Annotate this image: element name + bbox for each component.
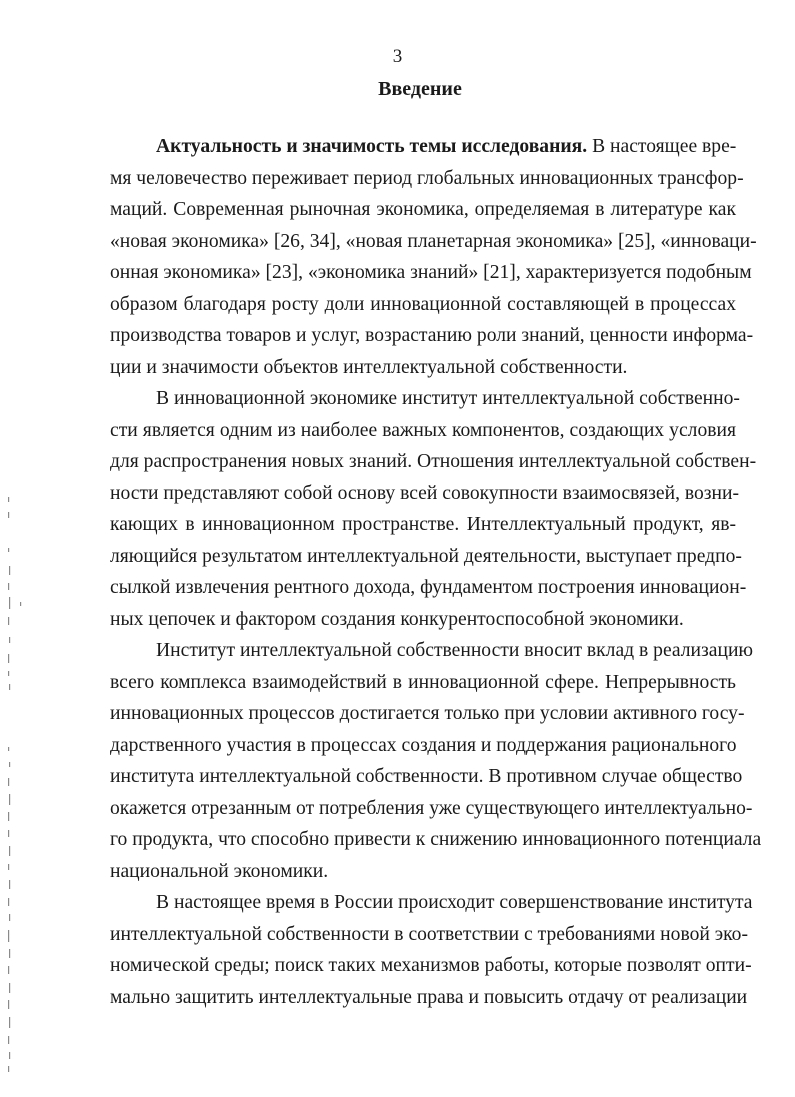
line-text: сылкой извлечения рентного дохода, фундаментом построения инновацион- — [110, 577, 747, 598]
text-line — [110, 541, 742, 573]
text-line — [110, 572, 747, 604]
scan-edge-marks — [0, 0, 30, 1097]
text-line — [110, 131, 736, 163]
text-line — [110, 887, 753, 919]
text-line — [110, 919, 749, 951]
line-text: окажется отрезанным от потребления уже существующего интеллектуально- — [110, 797, 753, 819]
line-text: инновационных процессов достигается только при условии активного госу- — [110, 703, 745, 724]
line-text: производства товаров и услуг, возрастанию роли знаний, ценности информа- — [110, 325, 754, 346]
text-line — [110, 856, 736, 888]
text-line — [110, 383, 740, 415]
line-text: ляющийся результатом интеллектуальной деятельности, выступает предпо- — [110, 545, 742, 567]
page-number: 3 — [392, 46, 403, 67]
section-heading: Введение — [378, 78, 462, 100]
text-line — [110, 761, 743, 793]
text-line — [110, 730, 736, 762]
line-text: В настоящее вре- — [587, 136, 737, 157]
line-text: всего комплекса взаимодействий в инновационной сфере. Непрерывность — [110, 671, 736, 693]
line-text: института интеллектуальной собственности. В противном случае общество — [110, 766, 743, 787]
line-text: «новая экономика» [26, 34], «новая планетарная экономика» [25], «инноваци- — [110, 230, 757, 252]
line-text: маций. Современная рыночная экономика, определяемая в литературе как — [110, 199, 736, 220]
line-text: ции и значимости объектов интеллектуальной собственности. — [110, 356, 628, 378]
paragraph — [110, 635, 762, 887]
line-text: В настоящее время в России происходит совершенствование института — [156, 892, 753, 913]
line-text: образом благодаря росту доли инновационной составляющей в процессах — [110, 293, 736, 315]
line-text: мя человечество переживает период глобальных инновационных трансфор- — [110, 167, 744, 189]
line-text: ности представляют собой основу всей совокупности взаимосвязей, возни- — [110, 482, 740, 504]
line-text: мально защитить интеллектуальные права и повысить отдачу от реализации — [110, 986, 748, 1008]
text-line — [110, 509, 736, 541]
line-text: национальной экономики. — [110, 860, 329, 882]
lead-in-bold: Актуальность и значимость темы исследования. — [156, 136, 588, 157]
text-line — [110, 352, 736, 384]
line-text: онная экономика» [23], «экономика знаний» [21], характеризуется подобным — [110, 262, 752, 283]
text-line — [110, 194, 736, 226]
line-text: Институт интеллектуальной собственности вносит вклад в реализацию — [156, 640, 754, 661]
paragraph — [110, 131, 757, 383]
line-text: интеллектуальной собственности в соответствии с требованиями новой эко- — [110, 923, 749, 945]
paragraph — [110, 887, 753, 1013]
text-line — [110, 226, 757, 258]
text-line — [110, 824, 762, 856]
text-line — [110, 950, 752, 982]
text-line — [110, 698, 745, 730]
text-line — [110, 604, 736, 636]
body-text — [110, 131, 762, 1013]
line-text: номической среды; поиск таких механизмов работы, которые позволят опти- — [110, 955, 752, 976]
line-text: ных цепочек и фактором создания конкурентоспособной экономики. — [110, 608, 684, 630]
paragraph — [110, 383, 757, 635]
text-line — [110, 320, 754, 352]
line-text: сти является одним из наиболее важных компонентов, создающих условия — [110, 419, 736, 441]
text-line — [110, 446, 757, 478]
line-text: го продукта, что способно привести к снижению инновационного потенциала — [110, 829, 762, 850]
text-line — [110, 982, 748, 1014]
text-line — [110, 667, 736, 699]
text-line — [110, 163, 744, 195]
text-line — [110, 415, 736, 447]
line-text: дарственного участия в процессах создания и поддержания рационального — [110, 734, 737, 756]
text-line — [110, 257, 752, 289]
text-line — [110, 793, 753, 825]
text-line — [110, 635, 754, 667]
line-text: кающих в инновационном пространстве. Интеллектуальный продукт, яв- — [110, 514, 736, 535]
line-text: для распространения новых знаний. Отношения интеллектуальной собствен- — [110, 451, 757, 472]
text-line — [110, 478, 740, 510]
text-line — [110, 289, 736, 321]
line-text: В инновационной экономике институт интеллектуальной собственно- — [156, 388, 740, 409]
